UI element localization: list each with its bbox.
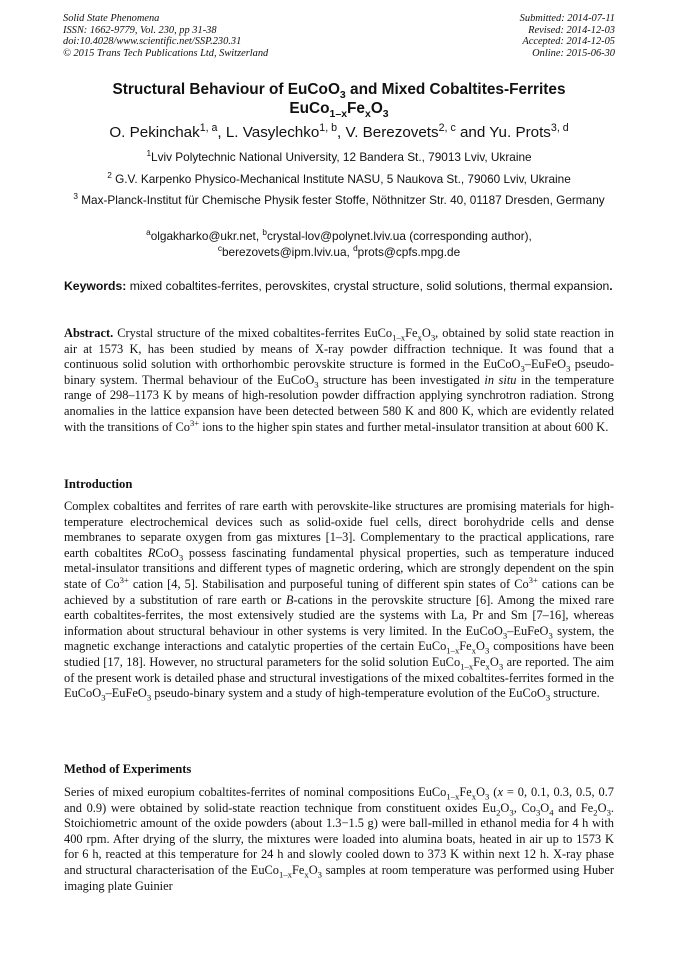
submitted-date: Submitted: 2014-07-11 (519, 13, 615, 24)
method-text: Series of mixed europium cobaltites-ferrites of nominal compositions $EuCo_{1-x}Fe_xO_3$ (x = 0, 0.1, 0.3, 0.5, 0.7 and 0.9) were obtained by solid-state reaction technique from constituent oxides $Eu_2O_3$, $Co_3O_4$ and $Fe_2O_3$. Stoichiometric amount of the oxide powders (about 1.3−1.5 g) were ball-milled in ethanol media for 4 h with 400 rpm. After drying of the slurry, the mixtures were loaded into alumina boats, heated in air up to 1573 K for 6 h, reacted at this temperature for 24 h and slowly cooled down to 373 K within next 12 h. X-ray phase and structural characterisation of the $EuCo_{1-x}Fe_xO_3$ samples at room temperature was performed using Huber imaging plate Guinier (64, 785, 615, 893)
affiliation-3: $^3$ Max-Planck-Institut für Chemische Physik fester Stoffe, Nöthnitzer Str. 40, 01187 Dresden, Germany (73, 192, 605, 207)
email-d[interactable]: prots@cpfs.mpg.de (357, 244, 461, 259)
introduction-text: Complex cobaltites and ferrites of rare earth with perovskite-like structures are promising materials for high-temperature electrochemical devices such as solid-oxide fuel cells, direct borohydride cells and dense membranes to separate oxygen from gas mixtures [1–3]. Complementary to the practical applications, rare earth cobaltites RCoO$_3$ possess fascinating fundamental physical properties, such as temperature induced metal-insulator transitions and different types of magnetic ordering, which are strongly dependent on the spin state of $Co^{3+}$ cation [4, 5]. Stabilisation and purposeful tuning of different spin states of $Co^{3+}$ cations can be achieved by a substitution of rare earth or B-cations in the perovskite structure [6]. Among the mixed rare earth cobaltites-ferrites, the most extensively studied are the systems with La, Pr and Sm [7–16], whereas information about structural behaviour in other systems is very limited. In the EuCoO$_3$–EuFeO$_3$ system, the magnetic exchange interactions and catalytic properties of the certain $EuCo_{1-x}Fe_xO_3$ compositions have been studied [17, 18]. However, no structural parameters for the solid solution $EuCo_{1-x}Fe_xO_3$ are reported. The aim of the present work is detailed phase and structural investigations of the mixed cobaltites-ferrites formed in the EuCoO$_3$–EuFeO$_3$ pseudo-binary system and a study of high-temperature evolution of the EuCoO$_3$ structure. (64, 499, 615, 703)
journal-name: Solid State Phenomena (63, 13, 160, 24)
affiliation-2: $^2$ G.V. Karpenko Physico-Mechanical Institute NASU, 5 Naukova St., 79060 Lviv, Ukraine (107, 171, 571, 186)
keywords-text: mixed cobaltites-ferrites, perovskites, crystal structure, solid solutions, thermal expansion (126, 279, 610, 293)
email-c[interactable]: berezovets@ipm.lviv.ua, (221, 244, 354, 259)
title-line-2: $EuCo_{1-x}Fe_xO_3$ (289, 100, 389, 121)
title-line-1: Structural Behaviour of EuCoO$_3$ and Mixed Cobaltites-Ferrites (112, 81, 566, 102)
revised-date: Revised: 2014-12-03 (528, 24, 615, 36)
author-emails: $^a$olgakharko@ukr.net, $^b$crystal-lov@polynet.lviv.ua (corresponding author), $^c$berezovets@ipm.lviv.ua, $^d$prots@cpfs.mpg.de (146, 228, 532, 259)
email-a[interactable]: olgakharko@ukr.net, (150, 229, 263, 243)
online-date: Online: 2015-06-30 (532, 47, 615, 59)
abstract-label: Abstract. (64, 326, 114, 340)
publication-dates (520, 13, 615, 59)
author-list: O. Pekinchak$^{1, a}$, L. Vasylechko$^{1, b}$, V. Berezovets$^{2, c}$ and Yu. Prots$^{3, d}$ (109, 121, 569, 141)
email-b[interactable]: crystal-lov@polynet.lviv.ua (corresponding author), (266, 229, 532, 243)
paper-title (40, 80, 638, 121)
journal-info (63, 13, 268, 59)
issn-line: ISSN: 1662-9779, Vol. 230, pp 31-38 (63, 24, 217, 36)
keywords-label: Keywords: (64, 279, 127, 293)
abstract: Abstract. Crystal structure of the mixed cobaltites-ferrites $EuCo_{1-x}Fe_xO_3$, obtained by solid state reaction in air at 1573 K, has been studied by means of X-ray powder diffraction technique. It was found that a continuous solid solution with orthorhombic perovskite structure is formed in the EuCoO$_3$–EuFeO$_3$ pseudo-binary system. Thermal behaviour of the EuCoO$_3$ structure has been investigated in situ in the temperature range of 298–1173 K by means of high-resolution powder diffraction applying synchrotron radiation. Strong anomalies in the lattice expansion have been detected between 580 K and 800 K, which are evidently related with the transitions of $Co^{3+}$ ions to the higher spin states and further metal-insulator transition at about 600 K. (64, 326, 614, 434)
affiliation-1: $^1$Lviv Polytechnic National University, 12 Bandera St., 79013 Lviv, Ukraine (146, 149, 532, 164)
doi-line: doi:10.4028/www.scientific.net/SSP.230.31 (63, 36, 242, 48)
method-heading: Method of Experiments (64, 762, 192, 776)
introduction-heading: Introduction (64, 477, 133, 491)
keywords: Keywords: mixed cobaltites-ferrites, perovskites, crystal structure, solid solutions, thermal expansion. (64, 279, 613, 293)
copyright-line: © 2015 Trans Tech Publications Ltd, Switzerland (63, 47, 269, 59)
accepted-date: Accepted: 2014-12-05 (522, 36, 615, 48)
